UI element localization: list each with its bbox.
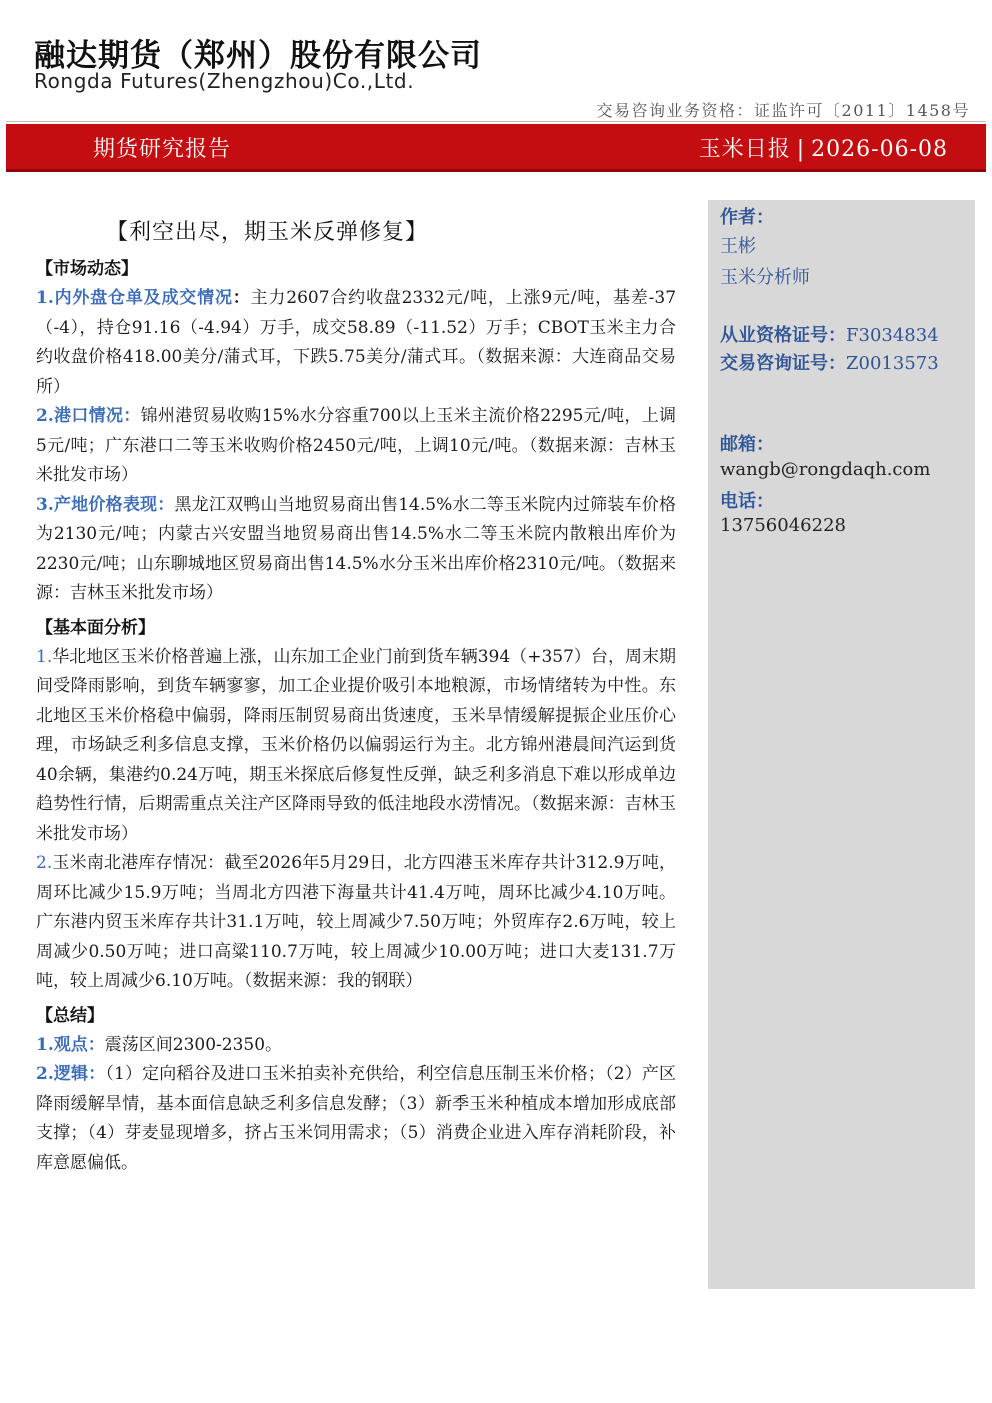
item-label: 产地价格表现 bbox=[53, 494, 158, 515]
item-number: 1. bbox=[36, 646, 53, 667]
banner-separator: | bbox=[796, 137, 806, 162]
item-text: （1）定向稻谷及进口玉米拍卖补充供给，利空信息压制玉米价格；（2）产区降雨缓解旱情，基本面信息缺乏利多信息发酵；（3）新季玉米种植成本增加形成底部支撑；（4）芽麦显现增多，挤占玉米饲用需求；（5）消费企业进入库存消耗阶段，补库意愿偏低。 bbox=[36, 1064, 677, 1173]
report-date: 2026-06-08 bbox=[811, 137, 948, 162]
author-sidebar bbox=[708, 200, 975, 1289]
author-label: 作者： bbox=[720, 207, 774, 228]
section-title-market: 【市场动态】 bbox=[36, 259, 138, 279]
section-title-fundamental: 【基本面分析】 bbox=[36, 617, 155, 638]
item-text: 华北地区玉米价格普遍上涨，山东加工企业门前到货车辆394（+357）台，周末期间受降雨影响，到货车辆寥寥，加工企业提价吸引本地粮源，市场情绪转为中性。东北地区玉米价格稳中偏弱，降雨压制贸易商出货速度，玉米旱情缓解提振企业压价心理，市场缺乏利多信息支撑，玉米价格仍以偏弱运行为主。北方锦州港晨间汽运到货40余辆，集港约0.24万吨，期玉米探底后修复性反弹，缺乏利多消息下难以形成单边趋势性行情，后期需重点关注产区降雨导致的低洼地段水涝情况。（数据来源：吉林玉米批发市场） bbox=[36, 646, 676, 844]
item-number: 3. bbox=[36, 494, 54, 515]
author-title: 玉米分析师 bbox=[720, 267, 810, 288]
item-colon: ： bbox=[157, 494, 175, 515]
item-colon: ： bbox=[232, 288, 251, 308]
section-title-summary: 【总结】 bbox=[36, 1005, 104, 1026]
company-name-cn: 融达期货（郑州）股份有限公司 bbox=[34, 38, 482, 74]
report-banner bbox=[6, 124, 986, 172]
item-number: 1. bbox=[36, 288, 54, 308]
item-number: 2. bbox=[36, 406, 54, 426]
summary-item-1 bbox=[36, 1031, 676, 1061]
item-colon: ： bbox=[123, 406, 141, 426]
header-divider bbox=[6, 121, 986, 122]
report-type: 期货研究报告 bbox=[93, 137, 232, 162]
report-title: 玉米日报 bbox=[698, 137, 791, 162]
email-label: 邮箱： bbox=[720, 434, 774, 455]
report-title-date bbox=[699, 132, 948, 163]
item-number: 2. bbox=[36, 853, 53, 873]
item-text: 玉米南北港库存情况：截至2026年5月29日，北方四港玉米库存共计312.9万吨，周环比减少15.9万吨；当周北方四港下海量共计41.4万吨，周环比减少4.10万吨。广东港内贸玉米库存共计31.1万吨，较上周减少7.50万吨；外贸库存2.6万吨，较上周减少0.50万吨；进口高粱110.7万吨，较上周减少10.00万吨；进口大麦131.7万吨，较上周减少6.10万吨。（数据来源：我的钢联） bbox=[36, 853, 676, 991]
item-text: 震荡区间2300-2350。 bbox=[104, 1034, 283, 1055]
item-text: 锦州港贸易收购15%水分容重700以上玉米主流价格2295元/吨，上调5元/吨；广东港口二等玉米收购价格2450元/吨，上调10元/吨。（数据来源：吉林玉米批发市场） bbox=[36, 406, 677, 485]
item-label: 逻辑 bbox=[53, 1064, 89, 1084]
item-text: 主力2607合约收盘2332元/吨，上涨9元/吨，基差-37（-4），持仓91.16（-4.94）万手，成交58.89（-11.52）万手；CBOT玉米主力合约收盘价格418.00美分/蒲式耳，下跌5.75美分/蒲式耳。（数据来源：大连商品交易所） bbox=[36, 288, 677, 397]
email-value[interactable]: wangb@rongdaqh.com bbox=[720, 459, 931, 480]
phone-value: 13756046228 bbox=[720, 515, 846, 536]
headline: 【利空出尽，期玉米反弹修复】 bbox=[106, 220, 429, 245]
item-number: 1. bbox=[36, 1034, 54, 1055]
summary-item-2 bbox=[36, 1060, 676, 1178]
item-text: 黑龙江双鸭山当地贸易商出售14.5%水二等玉米院内过筛装车价格为2130元/吨；内蒙古兴安盟当地贸易商出售14.5%水二等玉米院内散粮出库价为2230元/吨；山东聊城地区贸易商出售14.5%水分玉米出库价格2310元/吨。（数据来源：吉林玉米批发市场） bbox=[36, 494, 677, 603]
license-value: F3034834 bbox=[846, 325, 939, 346]
qualification-text: 交易咨询业务资格：证监许可〔2011〕1458号 bbox=[596, 101, 970, 120]
fundamental-item-1 bbox=[36, 643, 676, 850]
license-number bbox=[720, 321, 939, 347]
market-item-1 bbox=[36, 284, 676, 402]
advisory-number bbox=[720, 349, 939, 375]
market-item-3 bbox=[36, 491, 676, 609]
phone-label: 电话： bbox=[720, 491, 774, 512]
fundamental-item-2 bbox=[36, 849, 676, 997]
item-colon: ： bbox=[88, 1064, 106, 1084]
market-item-2 bbox=[36, 402, 676, 491]
advisory-value: Z0013573 bbox=[846, 353, 939, 374]
item-number: 2. bbox=[36, 1064, 54, 1084]
item-label: 内外盘仓单及成交情况 bbox=[53, 288, 233, 308]
company-name-en: Rongda Futures(Zhengzhou)Co.,Ltd. bbox=[34, 69, 415, 93]
author-name: 王彬 bbox=[720, 236, 756, 257]
item-label: 观点 bbox=[53, 1034, 88, 1055]
item-label: 港口情况 bbox=[53, 406, 124, 426]
item-colon: ： bbox=[87, 1034, 105, 1055]
article-body bbox=[36, 215, 676, 1178]
advisory-label: 交易咨询证号： bbox=[720, 353, 846, 374]
license-label: 从业资格证号： bbox=[720, 325, 846, 346]
